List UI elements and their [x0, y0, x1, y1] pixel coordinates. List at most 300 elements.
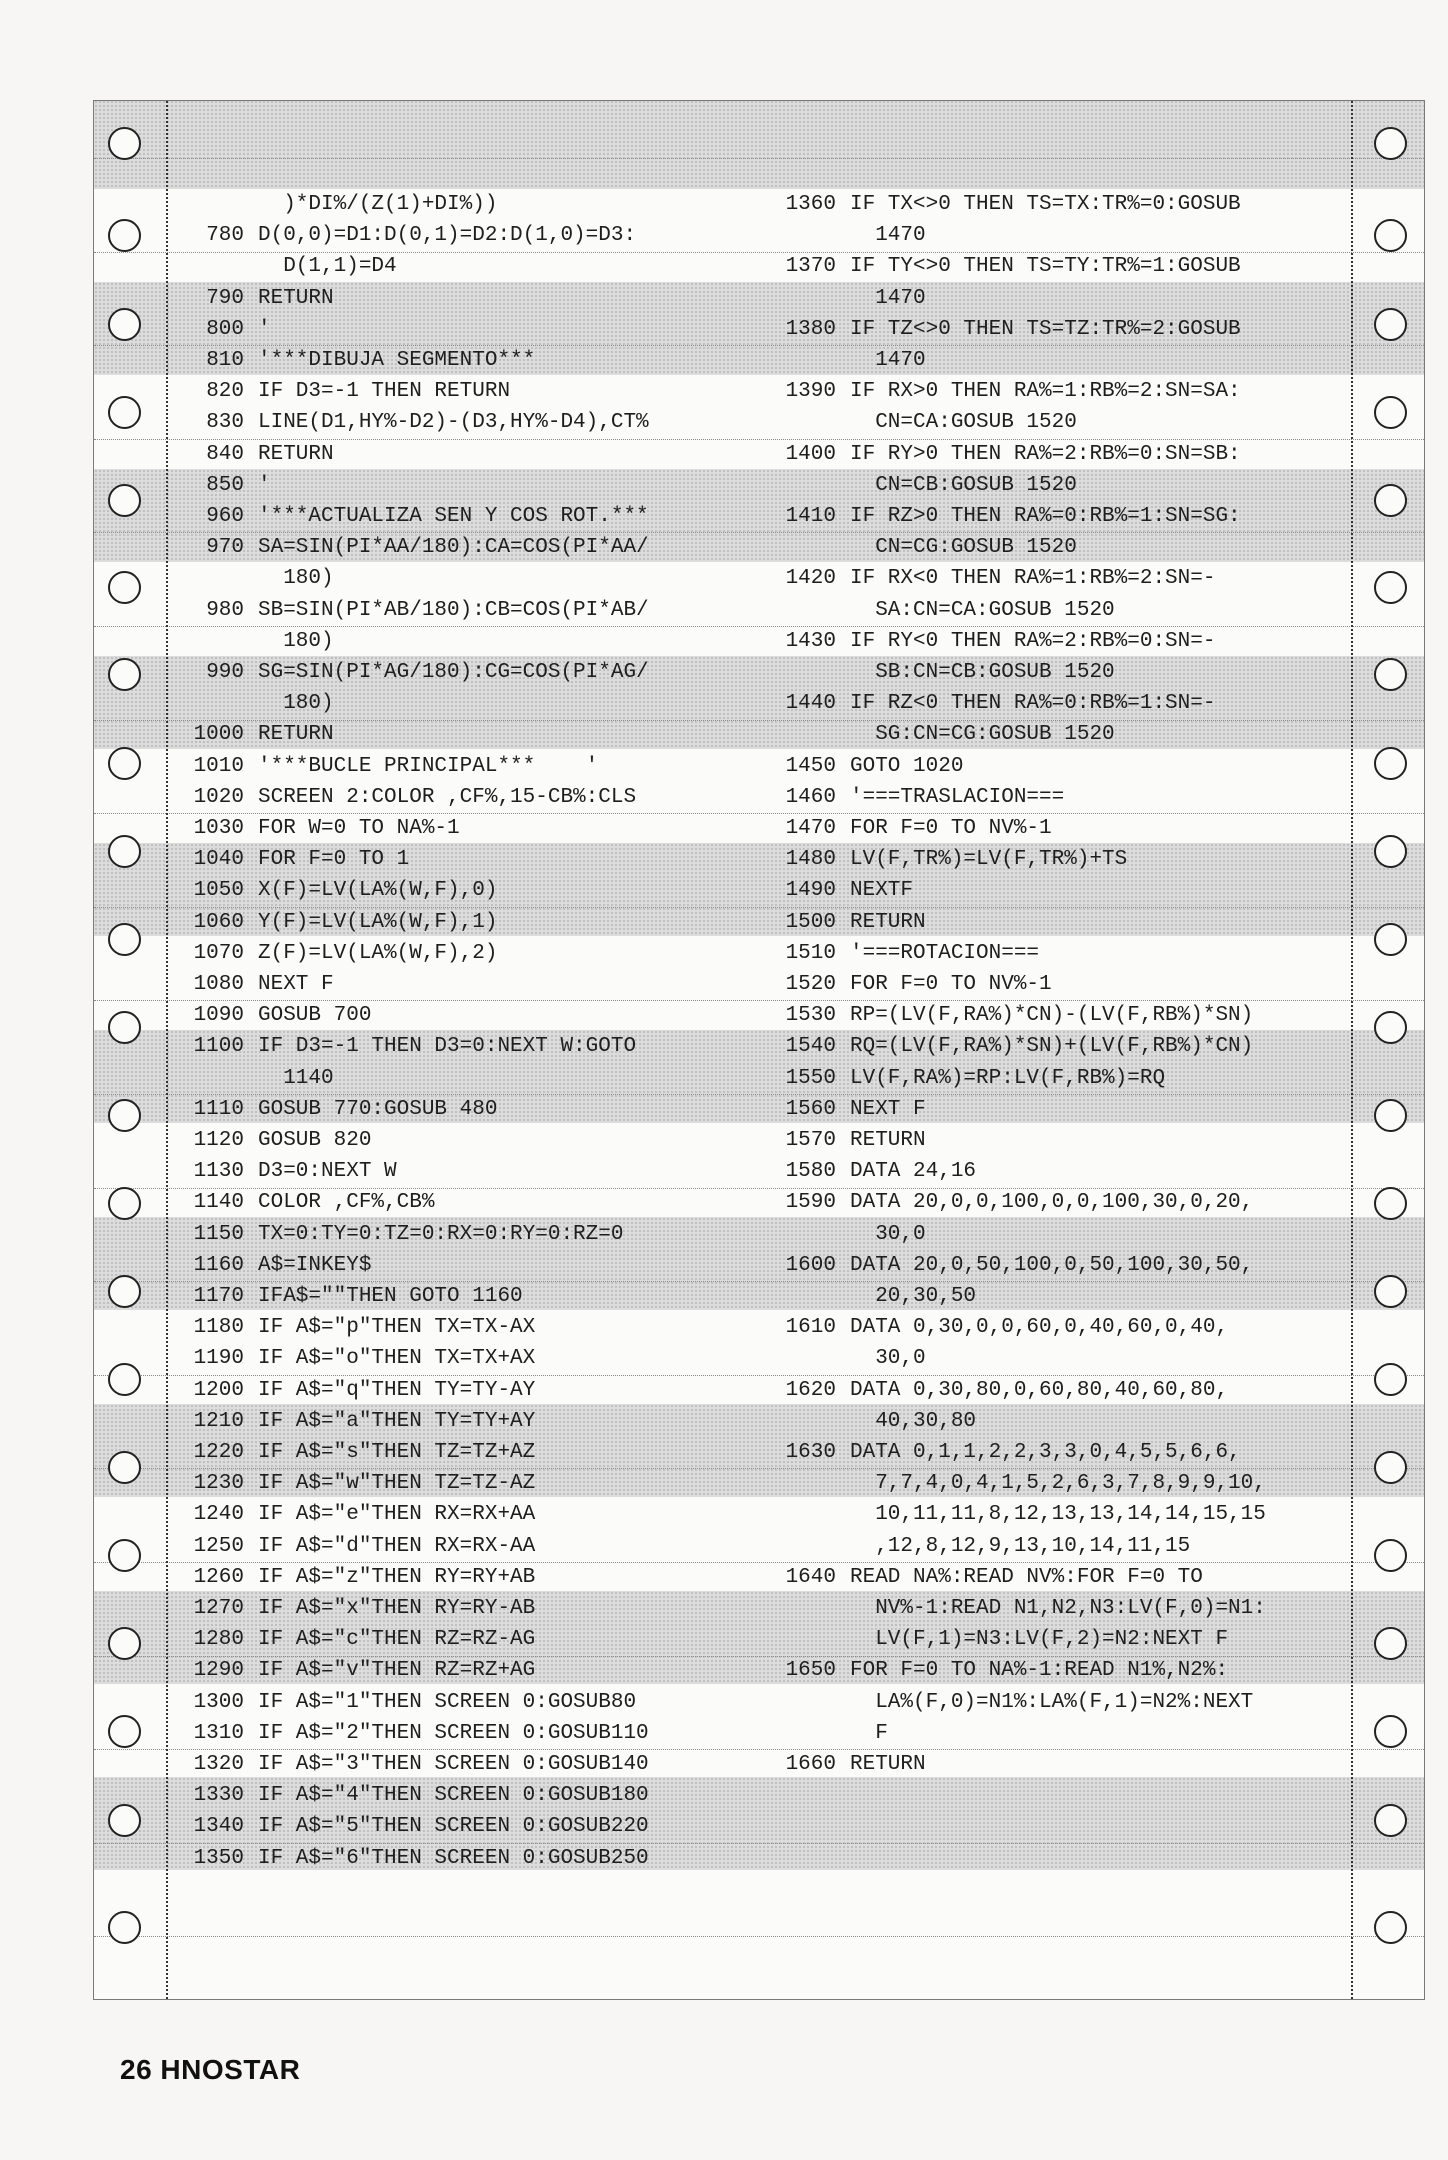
- sprocket-hole-right: [1374, 127, 1407, 160]
- page-footer: 26 HNOSTAR: [120, 2054, 301, 2085]
- code-line: [764, 782, 1064, 813]
- code-line: [764, 1031, 1253, 1062]
- sprocket-hole-right: [1374, 1804, 1407, 1837]
- code-line: [172, 719, 334, 750]
- code-line: [764, 1312, 1228, 1343]
- code-text: COLOR ,CF%,CB%: [258, 1191, 435, 1214]
- line-number: 1650: [785, 1659, 836, 1682]
- code-text: RETURN: [258, 443, 334, 466]
- code-text: IF D3=-1 THEN RETURN: [258, 380, 511, 403]
- code-line: [764, 563, 1215, 594]
- code-line: [764, 251, 1241, 282]
- line-number: 820: [206, 380, 244, 403]
- sprocket-hole-left: [108, 1715, 141, 1748]
- code-line: [764, 501, 1241, 532]
- code-text: D(0,0)=D1:D(0,1)=D2:D(1,0)=D3:: [258, 224, 637, 247]
- code-text: DATA 0,30,80,0,60,80,40,60,80,: [850, 1379, 1229, 1402]
- margin-line-left: [166, 101, 168, 1999]
- sprocket-hole-left: [108, 127, 141, 160]
- line-number: 1510: [785, 942, 836, 965]
- code-line: [764, 439, 1241, 470]
- code-text: IF A$="2"THEN SCREEN 0:GOSUB110: [258, 1722, 649, 1745]
- line-number: 1560: [785, 1098, 836, 1121]
- code-line: [172, 189, 497, 220]
- sprocket-hole-left: [108, 658, 141, 691]
- code-text: IF A$="p"THEN TX=TX-AX: [258, 1316, 536, 1339]
- line-number: 1090: [193, 1004, 244, 1027]
- line-number: 1230: [193, 1472, 244, 1495]
- sprocket-hole-right: [1374, 923, 1407, 956]
- code-line: [172, 563, 334, 594]
- code-line: [172, 875, 497, 906]
- code-line: [764, 470, 1077, 501]
- code-line: [172, 1843, 649, 1874]
- code-text: 180): [258, 567, 334, 590]
- code-line: [764, 1499, 1266, 1530]
- code-text: IF RZ<0 THEN RA%=0:RB%=1:SN=-: [850, 692, 1216, 715]
- code-text: FOR F=0 TO 1: [258, 848, 410, 871]
- code-line: [172, 1593, 535, 1624]
- code-text: 1470: [850, 287, 926, 310]
- code-line: [764, 1125, 926, 1156]
- sprocket-hole-left: [108, 747, 141, 780]
- code-text: 1470: [850, 224, 926, 247]
- code-line: [764, 1593, 1266, 1624]
- code-text: '***DIBUJA SEGMENTO***: [258, 349, 536, 372]
- line-number: 1300: [193, 1691, 244, 1714]
- code-line: [172, 907, 497, 938]
- sprocket-hole-right: [1374, 1715, 1407, 1748]
- code-line: [764, 813, 1052, 844]
- code-text: 7,7,4,0,4,1,5,2,6,3,7,8,9,9,10,: [850, 1472, 1266, 1495]
- code-text: IF A$="w"THEN TZ=TZ-AZ: [258, 1472, 536, 1495]
- code-text: SB:CN=CB:GOSUB 1520: [850, 661, 1115, 684]
- code-line: [172, 1187, 434, 1218]
- sprocket-hole-left: [108, 923, 141, 956]
- line-number: 1610: [785, 1316, 836, 1339]
- code-line: [764, 595, 1115, 626]
- code-line: [764, 688, 1215, 719]
- line-number: 1280: [193, 1628, 244, 1651]
- code-text: NEXT F: [258, 973, 334, 996]
- line-number: 1500: [785, 911, 836, 934]
- code-text: NEXT F: [850, 1098, 926, 1121]
- code-line: [172, 1655, 535, 1686]
- sprocket-hole-left: [108, 1363, 141, 1396]
- code-text: IF A$="d"THEN RX=RX-AA: [258, 1535, 536, 1558]
- code-text: SCREEN 2:COLOR ,CF%,15-CB%:CLS: [258, 786, 637, 809]
- line-number: 1140: [193, 1191, 244, 1214]
- code-text: IF A$="1"THEN SCREEN 0:GOSUB80: [258, 1691, 637, 1714]
- code-line: [764, 657, 1115, 688]
- code-line: [172, 1281, 523, 1312]
- code-text: IF A$="6"THEN SCREEN 0:GOSUB250: [258, 1847, 649, 1870]
- code-text: FOR W=0 TO NA%-1: [258, 817, 460, 840]
- line-number: 1190: [193, 1347, 244, 1370]
- sprocket-hole-right: [1374, 219, 1407, 252]
- code-line: [764, 283, 926, 314]
- code-text: SG=SIN(PI*AG/180):CG=COS(PI*AG/: [258, 661, 649, 684]
- line-number: 1350: [193, 1847, 244, 1870]
- sprocket-hole-left: [108, 1451, 141, 1484]
- code-text: D3=0:NEXT W: [258, 1160, 397, 1183]
- code-line: [764, 220, 926, 251]
- code-text: 180): [258, 692, 334, 715]
- line-number: 1440: [785, 692, 836, 715]
- line-number: 1620: [785, 1379, 836, 1402]
- code-line: [172, 813, 460, 844]
- code-text: IF A$="s"THEN TZ=TZ+AZ: [258, 1441, 536, 1464]
- line-number: 840: [206, 443, 244, 466]
- code-line: [172, 1468, 535, 1499]
- code-line: [764, 1718, 888, 1749]
- code-text: IF RX>0 THEN RA%=1:RB%=2:SN=SA:: [850, 380, 1241, 403]
- sprocket-hole-left: [108, 1011, 141, 1044]
- sprocket-hole-right: [1374, 1187, 1407, 1220]
- line-number: 1390: [785, 380, 836, 403]
- code-line: [172, 376, 510, 407]
- code-text: IF A$="z"THEN RY=RY+AB: [258, 1566, 536, 1589]
- code-line: [172, 969, 334, 1000]
- code-line: [172, 938, 497, 969]
- code-line: [172, 283, 334, 314]
- code-text: IF A$="o"THEN TX=TX+AX: [258, 1347, 536, 1370]
- code-text: 30,0: [850, 1347, 926, 1370]
- sprocket-hole-left: [108, 1804, 141, 1837]
- code-line: [172, 1125, 371, 1156]
- code-text: 10,11,11,8,12,13,13,14,14,15,15: [850, 1503, 1266, 1526]
- code-line: [764, 1156, 976, 1187]
- code-line: [764, 1281, 976, 1312]
- line-number: 1200: [193, 1379, 244, 1402]
- line-number: 960: [206, 505, 244, 528]
- code-line: [764, 532, 1077, 563]
- code-text: IFA$=""THEN GOTO 1160: [258, 1285, 523, 1308]
- sprocket-hole-left: [108, 1911, 141, 1944]
- code-line: [764, 751, 963, 782]
- code-text: IF A$="c"THEN RZ=RZ-AG: [258, 1628, 536, 1651]
- code-text: FOR F=0 TO NV%-1: [850, 973, 1052, 996]
- code-text: SA=SIN(PI*AA/180):CA=COS(PI*AA/: [258, 536, 649, 559]
- code-line: [172, 751, 598, 782]
- code-text: IF D3=-1 THEN D3=0:NEXT W:GOTO: [258, 1035, 637, 1058]
- code-line: [764, 1468, 1266, 1499]
- line-number: 1540: [785, 1035, 836, 1058]
- code-text: LV(F,TR%)=LV(F,TR%)+TS: [850, 848, 1128, 871]
- code-line: [764, 1624, 1228, 1655]
- code-line: [172, 1811, 649, 1842]
- code-text: ': [258, 474, 271, 497]
- sprocket-hole-right: [1374, 1627, 1407, 1660]
- line-number: 980: [206, 599, 244, 622]
- code-text: F: [850, 1722, 888, 1745]
- line-number: 1460: [785, 786, 836, 809]
- code-line: [764, 407, 1077, 438]
- code-text: FOR F=0 TO NA%-1:READ N1%,N2%:: [850, 1659, 1229, 1682]
- sprocket-hole-right: [1374, 308, 1407, 341]
- code-text: '***BUCLE PRINCIPAL*** ': [258, 755, 599, 778]
- line-number: 1150: [193, 1223, 244, 1246]
- code-text: IF TX<>0 THEN TS=TX:TR%=0:GOSUB: [850, 193, 1241, 216]
- code-line: [172, 1749, 649, 1780]
- code-text: READ NA%:READ NV%:FOR F=0 TO: [850, 1566, 1203, 1589]
- line-number: 1400: [785, 443, 836, 466]
- sprocket-hole-left: [108, 1275, 141, 1308]
- code-text: RP=(LV(F,RA%)*CN)-(LV(F,RB%)*SN): [850, 1004, 1254, 1027]
- line-number: 1550: [785, 1067, 836, 1090]
- code-text: ,12,8,12,9,13,10,14,11,15: [850, 1535, 1191, 1558]
- sprocket-hole-right: [1374, 835, 1407, 868]
- code-line: [172, 1687, 636, 1718]
- code-line: [764, 1406, 976, 1437]
- code-text: IF RY<0 THEN RA%=2:RB%=0:SN=-: [850, 630, 1216, 653]
- line-number: 850: [206, 474, 244, 497]
- sprocket-hole-left: [108, 219, 141, 252]
- code-line: [764, 1187, 1253, 1218]
- line-number: 1640: [785, 1566, 836, 1589]
- code-line: [764, 844, 1127, 875]
- code-line: [764, 1437, 1241, 1468]
- code-line: [172, 1437, 535, 1468]
- line-number: 1030: [193, 817, 244, 840]
- code-line: [764, 719, 1115, 750]
- line-number: 990: [206, 661, 244, 684]
- line-number: 1080: [193, 973, 244, 996]
- sprocket-hole-left: [108, 571, 141, 604]
- code-text: )*DI%/(Z(1)+DI%)): [258, 193, 498, 216]
- code-text: 30,0: [850, 1223, 926, 1246]
- sprocket-hole-left: [108, 1627, 141, 1660]
- line-number: 1160: [193, 1254, 244, 1277]
- code-line: [764, 1655, 1228, 1686]
- sprocket-hole-right: [1374, 747, 1407, 780]
- line-number: 1470: [785, 817, 836, 840]
- code-line: [172, 314, 271, 345]
- line-number: 1310: [193, 1722, 244, 1745]
- code-text: CN=CG:GOSUB 1520: [850, 536, 1077, 559]
- code-line: [172, 501, 649, 532]
- code-line: [764, 1749, 926, 1780]
- code-line: [764, 1562, 1203, 1593]
- code-line: [172, 1562, 535, 1593]
- code-line: [764, 907, 926, 938]
- sprocket-hole-left: [108, 396, 141, 429]
- code-line: [172, 407, 649, 438]
- code-text: '***ACTUALIZA SEN Y COS ROT.***: [258, 505, 649, 528]
- sprocket-hole-right: [1374, 1363, 1407, 1396]
- code-text: 20,30,50: [850, 1285, 977, 1308]
- sprocket-hole-left: [108, 1539, 141, 1572]
- sprocket-hole-right: [1374, 571, 1407, 604]
- code-line: [172, 1156, 397, 1187]
- line-number: 1490: [785, 879, 836, 902]
- line-number: 1380: [785, 318, 836, 341]
- code-text: IF RZ>0 THEN RA%=0:RB%=1:SN=SG:: [850, 505, 1241, 528]
- sprocket-hole-right: [1374, 396, 1407, 429]
- code-line: [172, 1000, 371, 1031]
- code-line: [172, 1031, 636, 1062]
- code-text: Y(F)=LV(LA%(W,F),1): [258, 911, 498, 934]
- code-text: IF RY>0 THEN RA%=2:RB%=0:SN=SB:: [850, 443, 1241, 466]
- sprocket-hole-right: [1374, 484, 1407, 517]
- code-text: GOSUB 700: [258, 1004, 372, 1027]
- code-text: IF TZ<>0 THEN TS=TZ:TR%=2:GOSUB: [850, 318, 1241, 341]
- line-number: 970: [206, 536, 244, 559]
- line-number: 1330: [193, 1784, 244, 1807]
- code-text: SB=SIN(PI*AB/180):CB=COS(PI*AB/: [258, 599, 649, 622]
- code-line: [172, 1531, 535, 1562]
- line-number: 1240: [193, 1503, 244, 1526]
- code-line: [172, 1094, 497, 1125]
- line-number: 1180: [193, 1316, 244, 1339]
- code-text: NV%-1:READ N1,N2,N3:LV(F,0)=N1:: [850, 1597, 1266, 1620]
- code-text: 1470: [850, 349, 926, 372]
- line-number: 1410: [785, 505, 836, 528]
- code-text: IF A$="v"THEN RZ=RZ+AG: [258, 1659, 536, 1682]
- code-text: CN=CA:GOSUB 1520: [850, 411, 1077, 434]
- code-line: [764, 1063, 1165, 1094]
- paper-rule: [94, 158, 1424, 159]
- line-number: 1120: [193, 1129, 244, 1152]
- code-text: DATA 20,0,0,100,0,0,100,30,0,20,: [850, 1191, 1254, 1214]
- code-text: LV(F,1)=N3:LV(F,2)=N2:NEXT F: [850, 1628, 1229, 1651]
- sprocket-hole-right: [1374, 1275, 1407, 1308]
- code-text: 180): [258, 630, 334, 653]
- code-line: [764, 1000, 1253, 1031]
- sprocket-hole-left: [108, 1099, 141, 1132]
- sprocket-hole-right: [1374, 658, 1407, 691]
- code-line: [172, 345, 535, 376]
- code-line: [172, 1063, 334, 1094]
- code-line: [764, 938, 1039, 969]
- code-text: TX=0:TY=0:TZ=0:RX=0:RY=0:RZ=0: [258, 1223, 624, 1246]
- code-text: RETURN: [850, 1129, 926, 1152]
- code-text: IF A$="x"THEN RY=RY-AB: [258, 1597, 536, 1620]
- line-number: 1170: [193, 1285, 244, 1308]
- code-text: IF A$="e"THEN RX=RX+AA: [258, 1503, 536, 1526]
- code-line: [172, 626, 334, 657]
- line-number: 1600: [785, 1254, 836, 1277]
- line-number: 1210: [193, 1410, 244, 1433]
- code-line: [764, 376, 1241, 407]
- code-text: GOSUB 820: [258, 1129, 372, 1152]
- code-line: [764, 1687, 1253, 1718]
- line-number: 830: [206, 411, 244, 434]
- code-text: LINE(D1,HY%-D2)-(D3,HY%-D4),CT%: [258, 411, 649, 434]
- line-number: 1130: [193, 1160, 244, 1183]
- code-line: [172, 1499, 535, 1530]
- code-line: [764, 969, 1052, 1000]
- code-text: RETURN: [850, 1753, 926, 1776]
- line-number: 1530: [785, 1004, 836, 1027]
- line-number: 1480: [785, 848, 836, 871]
- code-text: CN=CB:GOSUB 1520: [850, 474, 1077, 497]
- code-line: [764, 1250, 1253, 1281]
- code-text: ': [258, 318, 271, 341]
- line-number: 1000: [193, 723, 244, 746]
- code-line: [172, 1780, 649, 1811]
- line-number: 1040: [193, 848, 244, 871]
- code-line: [764, 1531, 1190, 1562]
- code-line: [172, 1406, 535, 1437]
- code-text: '===ROTACION===: [850, 942, 1040, 965]
- code-text: FOR F=0 TO NV%-1: [850, 817, 1052, 840]
- code-line: [172, 1343, 535, 1374]
- code-text: LA%(F,0)=N1%:LA%(F,1)=N2%:NEXT: [850, 1691, 1254, 1714]
- code-text: GOTO 1020: [850, 755, 964, 778]
- line-number: 1110: [193, 1098, 244, 1121]
- sprocket-hole-left: [108, 308, 141, 341]
- line-number: 1010: [193, 755, 244, 778]
- line-number: 1070: [193, 942, 244, 965]
- code-line: [764, 1219, 926, 1250]
- sprocket-hole-left: [108, 1187, 141, 1220]
- line-number: 780: [206, 224, 244, 247]
- code-line: [764, 1343, 926, 1374]
- code-text: RETURN: [258, 723, 334, 746]
- line-number: 1580: [785, 1160, 836, 1183]
- code-text: 1140: [258, 1067, 334, 1090]
- code-text: A$=INKEY$: [258, 1254, 372, 1277]
- line-number: 790: [206, 287, 244, 310]
- listing-paper: [93, 100, 1425, 2000]
- line-number: 1260: [193, 1566, 244, 1589]
- code-line: [172, 688, 334, 719]
- line-number: 1630: [785, 1441, 836, 1464]
- code-line: [764, 1375, 1228, 1406]
- code-text: RQ=(LV(F,RA%)*SN)+(LV(F,RB%)*CN): [850, 1035, 1254, 1058]
- code-text: IF RX<0 THEN RA%=1:RB%=2:SN=-: [850, 567, 1216, 590]
- code-text: NEXTF: [850, 879, 914, 902]
- shaded-band: [94, 100, 1424, 189]
- code-line: [172, 1312, 535, 1343]
- code-line: [172, 1375, 535, 1406]
- code-text: SA:CN=CA:GOSUB 1520: [850, 599, 1115, 622]
- line-number: 1420: [785, 567, 836, 590]
- code-text: Z(F)=LV(LA%(W,F),2): [258, 942, 498, 965]
- code-text: X(F)=LV(LA%(W,F),0): [258, 879, 498, 902]
- code-line: [172, 595, 649, 626]
- code-text: RETURN: [258, 287, 334, 310]
- code-line: [764, 314, 1241, 345]
- line-number: 1290: [193, 1659, 244, 1682]
- code-line: [764, 626, 1215, 657]
- code-text: IF A$="4"THEN SCREEN 0:GOSUB180: [258, 1784, 649, 1807]
- code-text: 40,30,80: [850, 1410, 977, 1433]
- line-number: 1050: [193, 879, 244, 902]
- code-line: [764, 345, 926, 376]
- line-number: 1250: [193, 1535, 244, 1558]
- sprocket-hole-right: [1374, 1099, 1407, 1132]
- code-line: [172, 470, 271, 501]
- code-text: IF A$="5"THEN SCREEN 0:GOSUB220: [258, 1815, 649, 1838]
- code-line: [764, 875, 913, 906]
- code-text: DATA 20,0,50,100,0,50,100,30,50,: [850, 1254, 1254, 1277]
- sprocket-hole-left: [108, 835, 141, 868]
- line-number: 1270: [193, 1597, 244, 1620]
- margin-line-right: [1351, 101, 1353, 1999]
- paper-rule: [94, 1936, 1424, 1937]
- code-text: DATA 0,30,0,0,60,0,40,60,0,40,: [850, 1316, 1229, 1339]
- code-text: RETURN: [850, 911, 926, 934]
- code-line: [172, 1718, 649, 1749]
- line-number: 1320: [193, 1753, 244, 1776]
- line-number: 1590: [785, 1191, 836, 1214]
- code-line: [764, 189, 1241, 220]
- sprocket-hole-right: [1374, 1911, 1407, 1944]
- code-line: [764, 1094, 926, 1125]
- code-line: [172, 1624, 535, 1655]
